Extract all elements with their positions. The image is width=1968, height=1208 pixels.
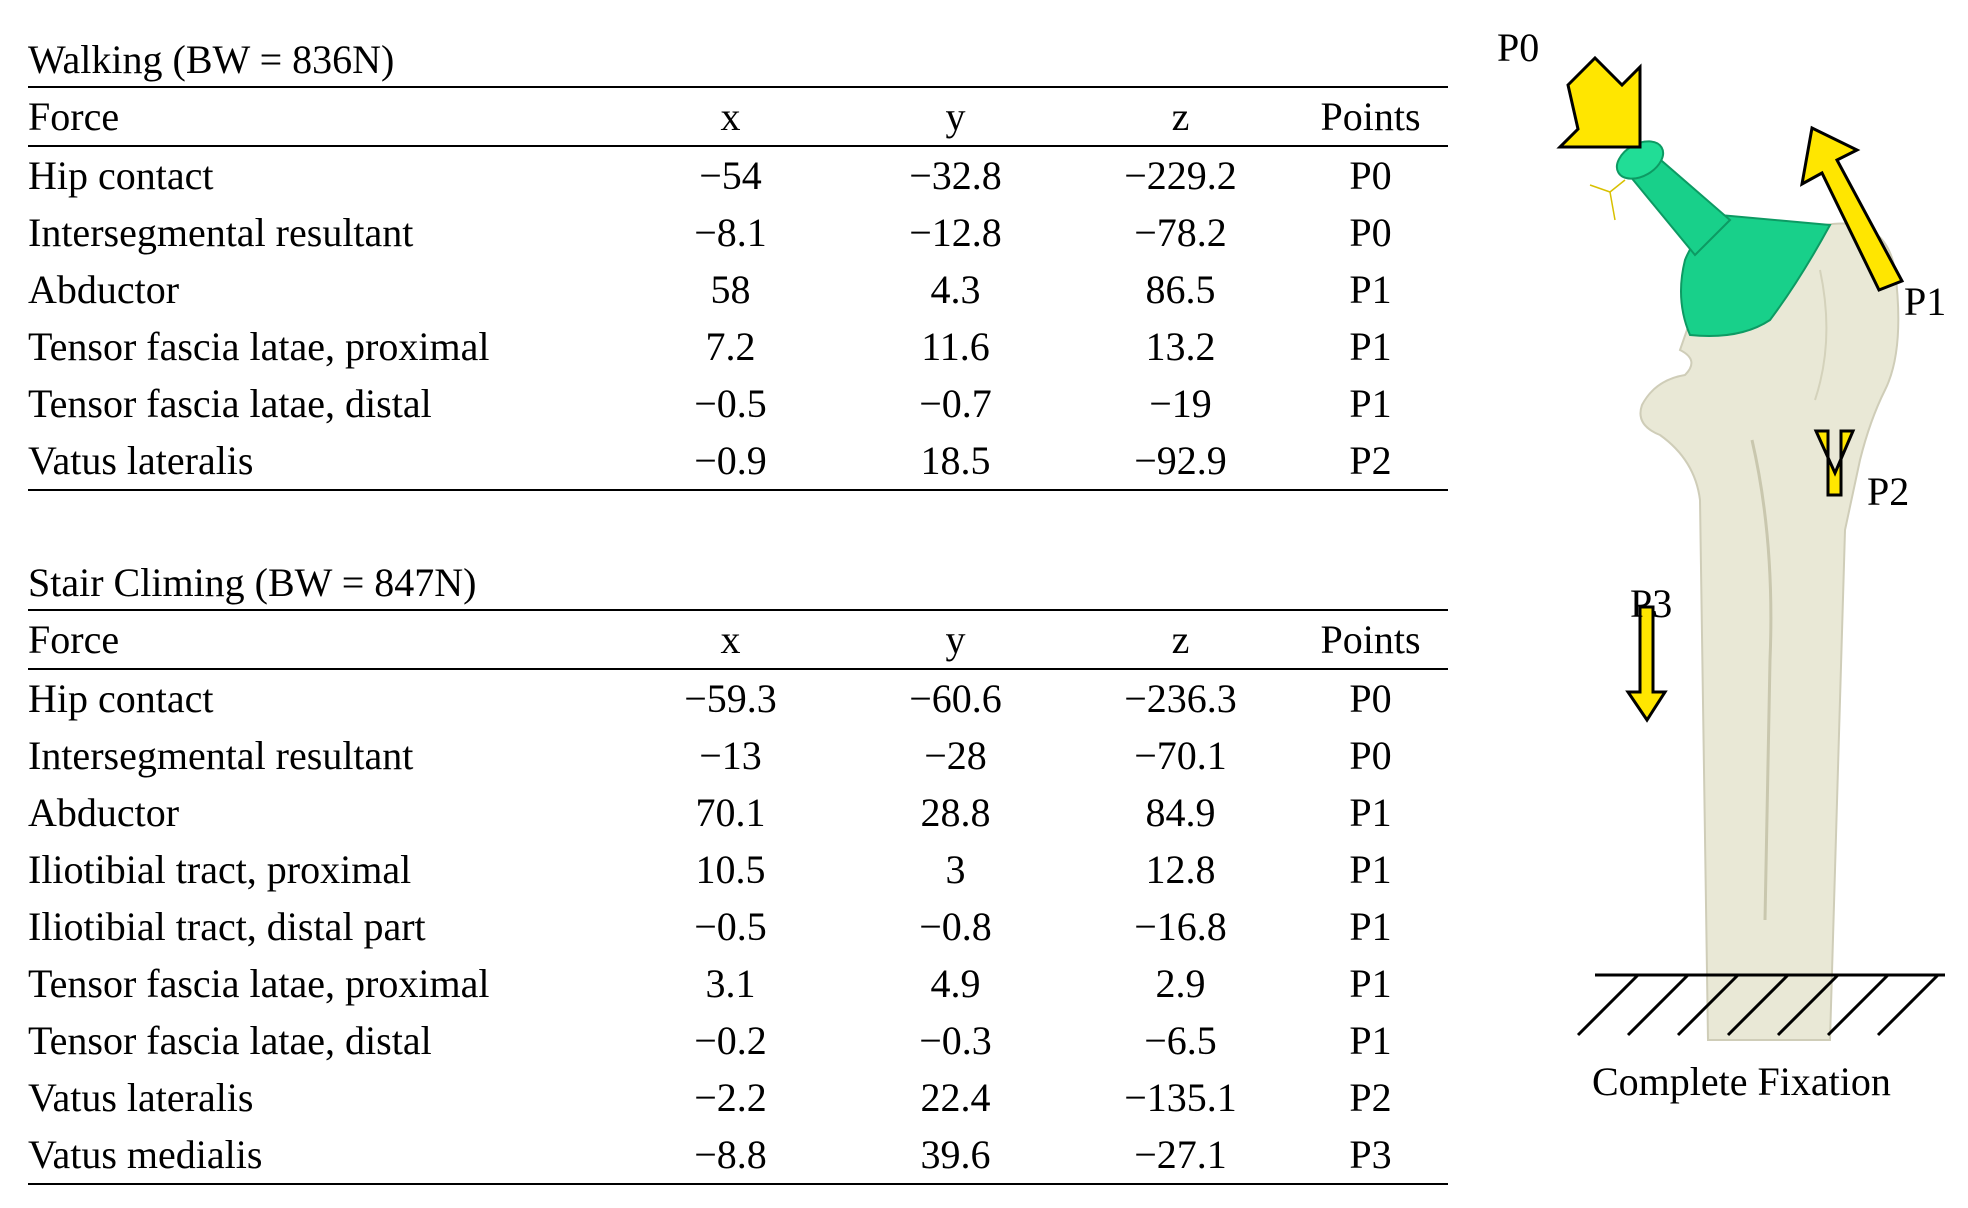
z-cell: 86.5 xyxy=(1145,267,1216,312)
x-cell: −59.3 xyxy=(684,676,777,721)
point-cell: P1 xyxy=(1349,324,1392,369)
force-cell: Abductor xyxy=(28,790,180,835)
y-cell: −12.8 xyxy=(909,210,1002,255)
table-row xyxy=(28,727,1448,784)
header-x: x xyxy=(720,94,741,139)
y-cell: 39.6 xyxy=(920,1132,991,1177)
table-row xyxy=(28,1069,1448,1126)
z-cell: −236.3 xyxy=(1124,676,1237,721)
label-p2: P2 xyxy=(1867,469,1910,514)
y-cell: −60.6 xyxy=(909,676,1002,721)
header-z: z xyxy=(1171,617,1190,662)
force-cell: Tensor fascia latae, distal xyxy=(28,381,432,426)
point-cell: P2 xyxy=(1349,438,1392,483)
table-rule xyxy=(28,489,1448,491)
z-cell: −229.2 xyxy=(1124,153,1237,198)
point-cell: P3 xyxy=(1349,1132,1392,1177)
label-p3: P3 xyxy=(1630,581,1673,626)
z-cell: 12.8 xyxy=(1145,847,1216,892)
y-cell: −28 xyxy=(924,733,987,778)
table-row xyxy=(28,841,1448,898)
table-row xyxy=(28,318,1448,375)
y-cell: 22.4 xyxy=(920,1075,991,1120)
y-cell: 18.5 xyxy=(920,438,991,483)
y-cell: −32.8 xyxy=(909,153,1002,198)
y-cell: 28.8 xyxy=(920,790,991,835)
force-cell: Vatus medialis xyxy=(28,1132,263,1177)
table-row xyxy=(28,147,1448,204)
z-cell: −19 xyxy=(1149,381,1212,426)
z-cell: −78.2 xyxy=(1134,210,1227,255)
point-cell: P2 xyxy=(1349,1075,1392,1120)
z-cell: −6.5 xyxy=(1144,1018,1217,1063)
label-p0: P0 xyxy=(1497,25,1540,70)
point-cell: P0 xyxy=(1349,733,1392,778)
point-cell: P0 xyxy=(1349,676,1392,721)
table-row xyxy=(28,670,1448,727)
force-cell: Abductor xyxy=(28,267,180,312)
force-cell: Iliotibial tract, distal part xyxy=(28,904,426,949)
y-cell: 3 xyxy=(945,847,966,892)
point-cell: P1 xyxy=(1349,267,1392,312)
table-row xyxy=(28,1012,1448,1069)
force-cell: Vatus lateralis xyxy=(28,1075,254,1120)
stair-header-row xyxy=(28,611,1448,668)
x-cell: 7.2 xyxy=(705,324,756,369)
x-cell: −8.1 xyxy=(694,210,767,255)
x-cell: −2.2 xyxy=(694,1075,767,1120)
x-cell: −0.5 xyxy=(694,904,767,949)
table-row xyxy=(28,432,1448,489)
header-points: Points xyxy=(1320,617,1421,662)
table-row xyxy=(28,784,1448,841)
x-cell: 3.1 xyxy=(705,961,756,1006)
stair-table xyxy=(28,557,1448,1185)
point-cell: P1 xyxy=(1349,904,1392,949)
stair-caption: Stair Climing (BW = 847N) xyxy=(28,560,477,605)
x-cell: −13 xyxy=(699,733,762,778)
force-cell: Intersegmental resultant xyxy=(28,210,414,255)
x-cell: −0.5 xyxy=(694,381,767,426)
force-cell: Vatus lateralis xyxy=(28,438,254,483)
point-cell: P0 xyxy=(1349,153,1392,198)
point-cell: P1 xyxy=(1349,1018,1392,1063)
z-cell: 13.2 xyxy=(1145,324,1216,369)
header-z: z xyxy=(1171,94,1190,139)
walking-table xyxy=(28,34,1448,491)
y-cell: 11.6 xyxy=(921,324,990,369)
y-cell: 4.3 xyxy=(930,267,981,312)
header-y: y xyxy=(945,617,966,662)
header-points: Points xyxy=(1320,94,1421,139)
z-cell: 2.9 xyxy=(1155,961,1206,1006)
table-row xyxy=(28,261,1448,318)
table-row xyxy=(28,898,1448,955)
fixation-label: Complete Fixation xyxy=(1592,1059,1891,1104)
point-cell: P0 xyxy=(1349,210,1392,255)
force-cell: Hip contact xyxy=(28,676,214,721)
x-cell: 10.5 xyxy=(695,847,766,892)
table-rule xyxy=(28,1183,1448,1185)
x-cell: 58 xyxy=(710,267,751,312)
z-cell: −70.1 xyxy=(1134,733,1227,778)
z-cell: 84.9 xyxy=(1145,790,1216,835)
femur-figure xyxy=(1490,20,1960,1140)
y-cell: −0.3 xyxy=(919,1018,992,1063)
force-cell: Tensor fascia latae, proximal xyxy=(28,324,490,369)
axis-triad xyxy=(1590,180,1625,220)
x-cell: −0.2 xyxy=(694,1018,767,1063)
x-cell: −54 xyxy=(699,153,762,198)
walking-body xyxy=(28,147,1448,489)
y-cell: −0.8 xyxy=(919,904,992,949)
table-row xyxy=(28,375,1448,432)
walking-caption: Walking (BW = 836N) xyxy=(28,37,395,82)
force-cell: Iliotibial tract, proximal xyxy=(28,847,412,892)
force-cell: Tensor fascia latae, distal xyxy=(28,1018,432,1063)
header-x: x xyxy=(720,617,741,662)
y-cell: −0.7 xyxy=(919,381,992,426)
point-cell: P1 xyxy=(1349,381,1392,426)
force-cell: Hip contact xyxy=(28,153,214,198)
force-cell: Tensor fascia latae, proximal xyxy=(28,961,490,1006)
z-cell: −16.8 xyxy=(1134,904,1227,949)
x-cell: −0.9 xyxy=(694,438,767,483)
point-cell: P1 xyxy=(1349,847,1392,892)
z-cell: −135.1 xyxy=(1124,1075,1237,1120)
table-row xyxy=(28,204,1448,261)
x-cell: −8.8 xyxy=(694,1132,767,1177)
point-cell: P1 xyxy=(1349,790,1392,835)
walking-header-row xyxy=(28,88,1448,145)
arrow-p0 xyxy=(1560,58,1640,147)
stair-body xyxy=(28,670,1448,1183)
label-p1: P1 xyxy=(1904,279,1947,324)
force-cell: Intersegmental resultant xyxy=(28,733,414,778)
z-cell: −92.9 xyxy=(1134,438,1227,483)
header-force: Force xyxy=(28,94,120,139)
table-row xyxy=(28,955,1448,1012)
z-cell: −27.1 xyxy=(1134,1132,1227,1177)
table-row xyxy=(28,1126,1448,1183)
x-cell: 70.1 xyxy=(695,790,766,835)
header-y: y xyxy=(945,94,966,139)
y-cell: 4.9 xyxy=(930,961,981,1006)
header-force: Force xyxy=(28,617,120,662)
point-cell: P1 xyxy=(1349,961,1392,1006)
